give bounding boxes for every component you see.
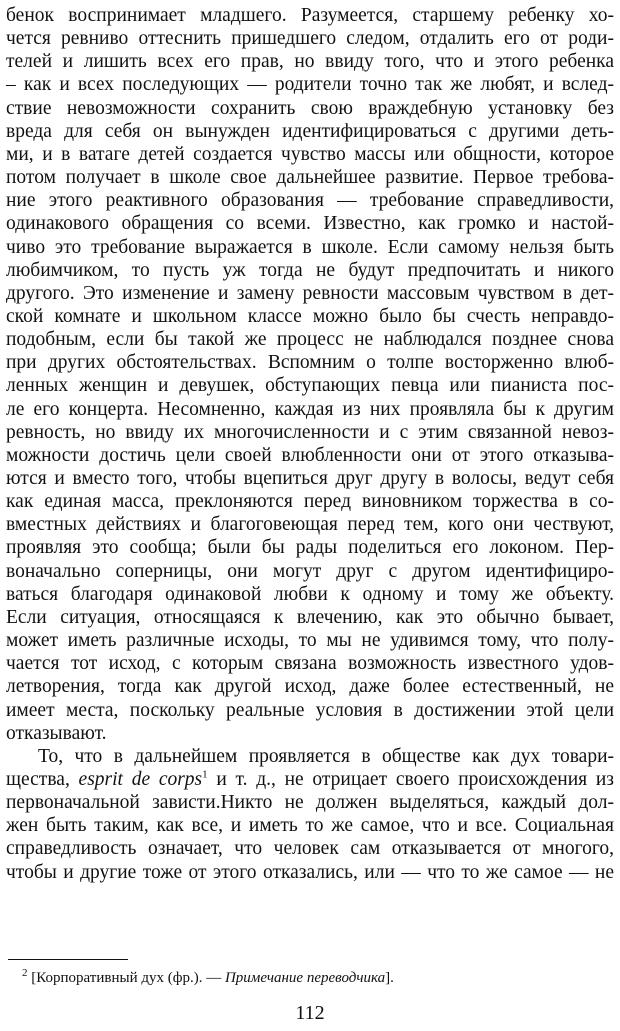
body-line: любимчиком, то пусть уж тогда не будут предпочитать и никого — [6, 259, 614, 281]
footnote — [22, 968, 394, 988]
line-text: и т. д., не отрицает своего происхождения из — [207, 768, 614, 790]
paragraph-2-line-6: чтобы и другие тоже от этого отказались, или — что то же самое — не — [6, 861, 614, 883]
body-line: одинакового обращения со всеми. Известно, как громко и настой- — [6, 213, 614, 235]
body-line: вреда для себя он вынужден идентифицироваться с другими деть- — [6, 120, 614, 142]
footnote-text-end: ]. — [385, 970, 394, 986]
body-line: при других обстоятельствах. Вспомним о толпе восторженно влюб- — [6, 352, 614, 374]
body-line: ле его концерта. Несомненно, каждая из них проявляла бы к другим — [6, 398, 614, 420]
footnote-marker: 2 — [22, 967, 28, 979]
body-line: телей и лишить всех его прав, но ввиду того, что и этого ребенка — [6, 51, 614, 73]
body-line: имеет места, поскольку реальные условия в достижении этой цели — [6, 699, 614, 721]
body-line: чется ревниво оттеснить пришедшего следом, отдалить его от роди- — [6, 28, 614, 50]
body-line: как единая масса, преклоняются перед виновником торжества в со- — [6, 491, 614, 513]
body-line: подобным, если бы такой же процесс не наблюдался позднее снова — [6, 329, 614, 351]
body-line: можности достичь цели своей влюбленности они от этого отказыва- — [6, 444, 614, 466]
body-line: может иметь различные исходы, то мы не удивимся тому, что полу- — [6, 630, 614, 651]
footnote-divider — [8, 959, 128, 960]
body-line: чиво это требование выражается в школе. Если самому нельзя быть — [6, 236, 614, 258]
body-line: проявляя это сообща; были бы рады поделиться его локоном. Пер- — [6, 537, 614, 559]
body-line: ми, и в ватаге детей создается чувство массы или общности, которое — [6, 143, 614, 165]
body-line: Если ситуация, относящаяся к влечению, как это обычно бывает, — [6, 606, 614, 628]
footnote-reference: 1 — [202, 768, 208, 781]
body-line: – как и всех последующих — родители точно так же любят, и вслед- — [6, 74, 614, 96]
body-line: ствие невозможности сохранить свою враждебную установку без — [6, 97, 614, 119]
body-line: ленных женщин и девушек, обступающих певца или пианиста пос- — [6, 375, 614, 397]
body-line: другого. Это изменение и замену ревности массовым чувством в дет- — [6, 282, 614, 304]
body-line: бенок воспринимает младшего. Разумеется, старшему ребенку хо- — [6, 5, 614, 26]
body-line: ваться благодаря одинаковой любви к одному и тому же объекту. — [6, 583, 614, 605]
paragraph-2-line-5: справедливость означает, что человек сам отказывается от многого, — [6, 838, 614, 860]
italic-phrase: esprit de corps — [78, 768, 203, 790]
body-line: отказывают. — [6, 722, 107, 744]
paragraph-2-line-4: жен быть таким, как все, и иметь то же самое, что и все. Социальная — [6, 815, 614, 837]
body-line: ние этого реактивного образования — требование справедливости, — [6, 190, 614, 212]
body-line: летворения, тогда как другой исход, даже более естественный, не — [6, 676, 614, 698]
body-line: воначально соперницы, они могут друг с другом идентифициро- — [6, 560, 614, 582]
body-line: вместных действиях и благоговеющая перед тем, кого они чествуют, — [6, 514, 614, 536]
paragraph-2-line-3: первоначальной зависти.Никто не должен выделяться, каждый дол- — [6, 792, 614, 814]
body-line: ются и вместо того, чтобы вцепиться друг другу в волосы, ведут себя — [6, 468, 614, 489]
page-number: 112 — [295, 1002, 325, 1024]
body-line: ревность, но ввиду их многочисленности и с этим связанной невоз- — [6, 421, 614, 443]
paragraph-2-line-1: То, что в дальнейшем проявляется в обществе как дух товари- — [38, 745, 614, 767]
footnote-text: [Корпоративный дух (фр.). — — [27, 970, 225, 986]
footnote-italic: Примечание переводчика — [224, 970, 386, 986]
body-line: ской комнате и школьном классе можно было бы счесть неправдо- — [6, 305, 614, 327]
body-line: потом получает в школе свое дальнейшее развитие. Первое требова- — [6, 167, 614, 188]
paragraph-2-line-2 — [6, 768, 614, 791]
line-text: щества, — [6, 768, 79, 790]
body-line: чается тот исход, с которым связана возможность известного удов- — [6, 653, 614, 675]
